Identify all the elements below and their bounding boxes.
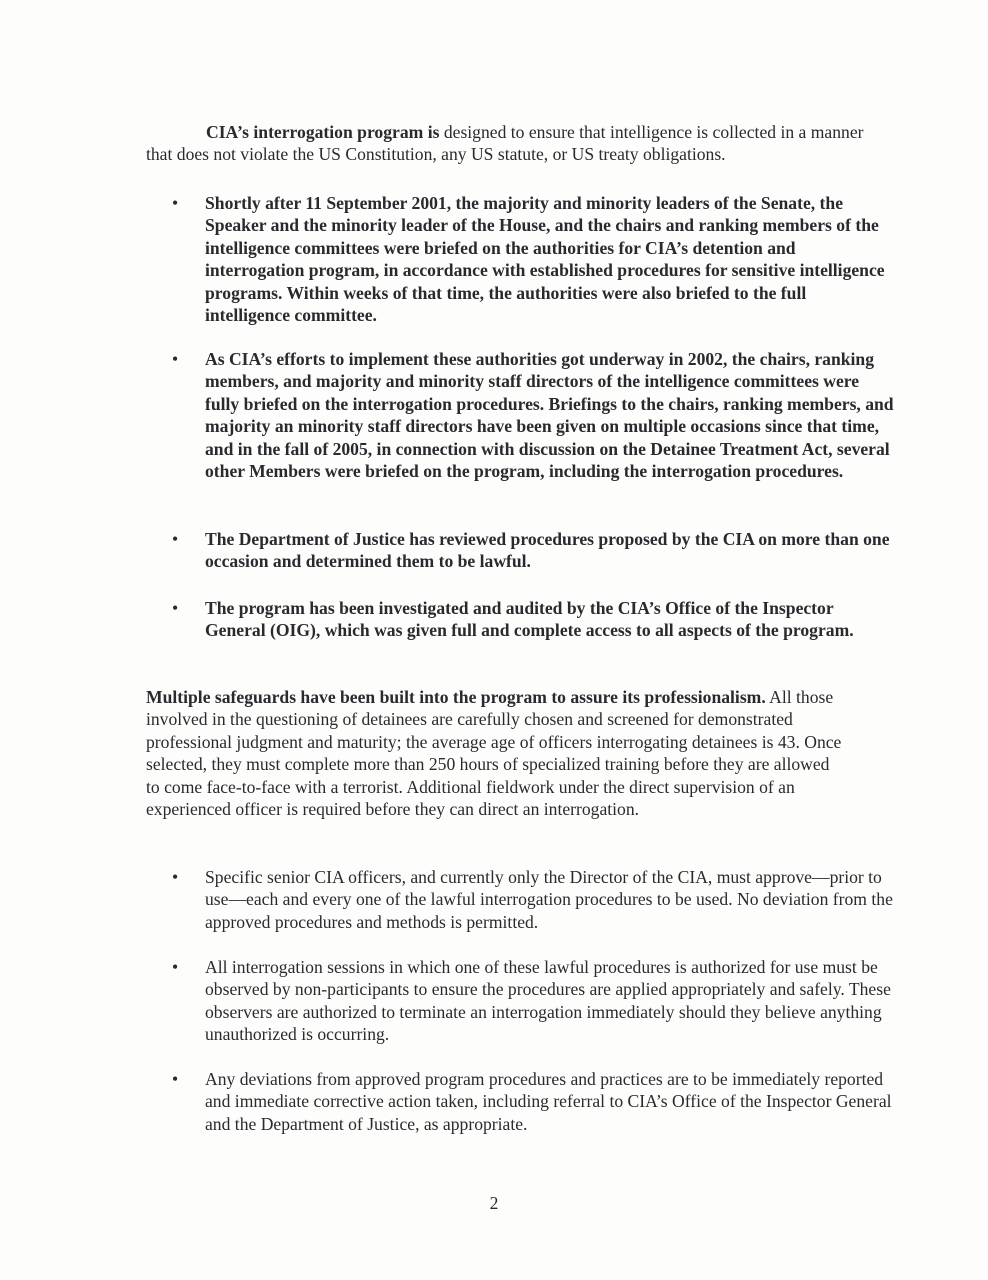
bullet-glyph: • (172, 867, 179, 887)
bullet-text: Any deviations from approved program procedures and practices are to be immediately reported and immediate corrective action taken, including referral to CIA’s Office of the Inspector General and the Department of Justice, as appropriate. (205, 1069, 892, 1134)
bullet-glyph: • (172, 1069, 179, 1089)
bullet-glyph: • (172, 598, 179, 618)
bullet-glyph: • (172, 349, 179, 369)
bullet-text: The Department of Justice has reviewed procedures proposed by the CIA on more than one occasion and determined them to be lawful. (205, 529, 890, 572)
safeguards-paragraph (146, 686, 846, 820)
page-number: 2 (489, 1193, 499, 1213)
bullet-text: As CIA’s efforts to implement these authorities got underway in 2002, the chairs, ranking members, and majority and minority staff directors of the intelligence committees were fully briefed on the interrogation procedures. Briefings to the chairs, ranking members, and majority an minority staff directors have been given on multiple occasions since that time, and in the fall of 2005, in connection with discussion on the Detainee Treatment Act, several other Members were briefed on the program, including the interrogation procedures. (205, 349, 894, 482)
intro-body: designed to ensure that intelligence is collected in a manner that does not violate the US Constitution, any US statute, or US treaty obligations. (146, 122, 864, 165)
bullet-text: The program has been investigated and audited by the CIA’s Office of the Inspector General (OIG), which was given full and complete access to all aspects of the program. (205, 598, 854, 641)
bullet-text: Specific senior CIA officers, and currently only the Director of the CIA, must approve—prior to use—each and every one of the lawful interrogation procedures to be used. No deviation from the approved procedures and methods is permitted. (205, 867, 893, 932)
bullet-glyph: • (172, 193, 179, 213)
intro-lead: CIA’s interrogation program is (206, 122, 440, 142)
bullet-glyph: • (172, 529, 179, 549)
safeguards-lead: Multiple safeguards have been built into the program to assure its professionalism. (146, 687, 766, 707)
bullet-glyph: • (172, 957, 179, 977)
bullet-text: Shortly after 11 September 2001, the majority and minority leaders of the Senate, the Speaker and the minority leader of the House, and the chairs and ranking members of the intelligence committees were briefed on the authorities for CIA’s detention and interrogation program, in accordance with established procedures for sensitive intelligence programs. Within weeks of that time, the authorities were also briefed to the full intelligence committee. (205, 193, 885, 326)
intro-paragraph (146, 121, 876, 166)
safeguards-body: All those involved in the questioning of detainees are carefully chosen and screened for demonstrated professional judgment and maturity; the average age of officers interrogating detainees is 43. Once selected, they must complete more than 250 hours of specialized training before they are allowed to come face-to-face with a terrorist. Additional fieldwork under the direct supervision of an experienced officer is required before they can direct an interrogation. (146, 687, 842, 820)
bullet-text: All interrogation sessions in which one of these lawful procedures is authorized for use must be observed by non-participants to ensure the procedures are applied appropriately and safely. These observers are authorized to terminate an interrogation immediately should they believe anything unauthorized is occurring. (205, 957, 891, 1045)
